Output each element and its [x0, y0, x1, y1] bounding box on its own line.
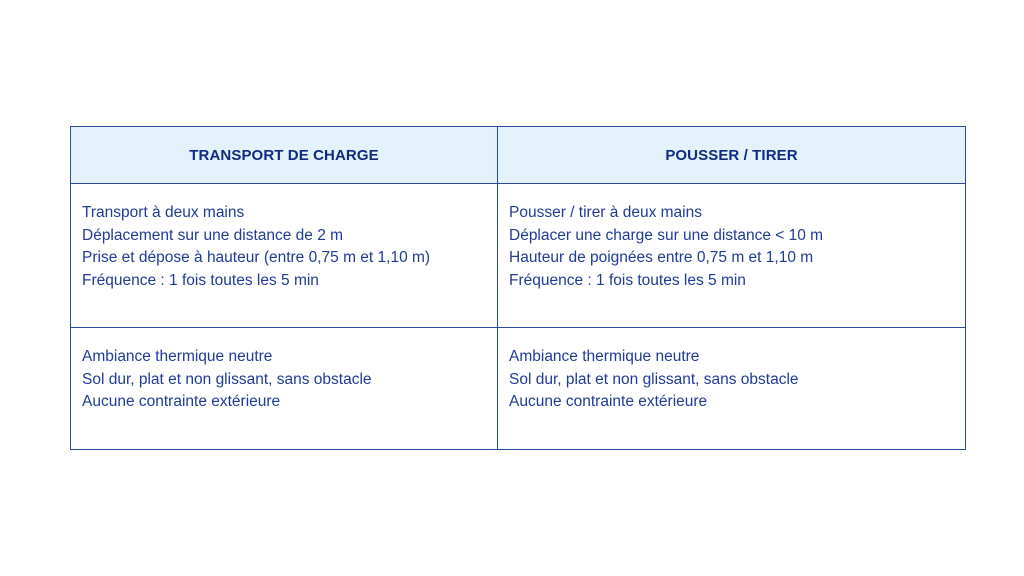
cell-line: Ambiance thermique neutre [509, 348, 700, 365]
cell-line: Déplacer une charge sur une distance < 10 m [509, 226, 824, 244]
header-pousser-tirer: POUSSER / TIRER [498, 127, 966, 184]
comparison-table [70, 126, 966, 450]
cell-transport-conditions [71, 184, 498, 328]
cell-line: Sol dur, plat et non glissant, sans obstacle [509, 370, 799, 388]
cell-pousser-environment [498, 328, 966, 450]
cell-line: Aucune contrainte extérieure [82, 393, 281, 410]
header-transport-de-charge: TRANSPORT DE CHARGE [71, 127, 498, 184]
cell-line: Transport à deux mains [82, 204, 245, 221]
cell-line: Déplacement sur une distance de 2 m [82, 226, 344, 244]
cell-line: Prise et dépose à hauteur (entre 0,75 m et 1,10 m) [82, 249, 431, 266]
cell-transport-environment [71, 328, 498, 450]
cell-line: Aucune contrainte extérieure [509, 393, 708, 410]
cell-line: Fréquence : 1 fois toutes les 5 min [509, 271, 746, 289]
cell-line: Fréquence : 1 fois toutes les 5 min [82, 271, 319, 289]
table-header-row [71, 127, 966, 184]
cell-line: Hauteur de poignées entre 0,75 m et 1,10 m [509, 249, 814, 266]
cell-line: Sol dur, plat et non glissant, sans obstacle [82, 370, 372, 388]
table-row [71, 328, 966, 450]
cell-pousser-conditions [498, 184, 966, 328]
table-row [71, 184, 966, 328]
cell-line: Ambiance thermique neutre [82, 348, 273, 365]
cell-line: Pousser / tirer à deux mains [509, 204, 702, 221]
